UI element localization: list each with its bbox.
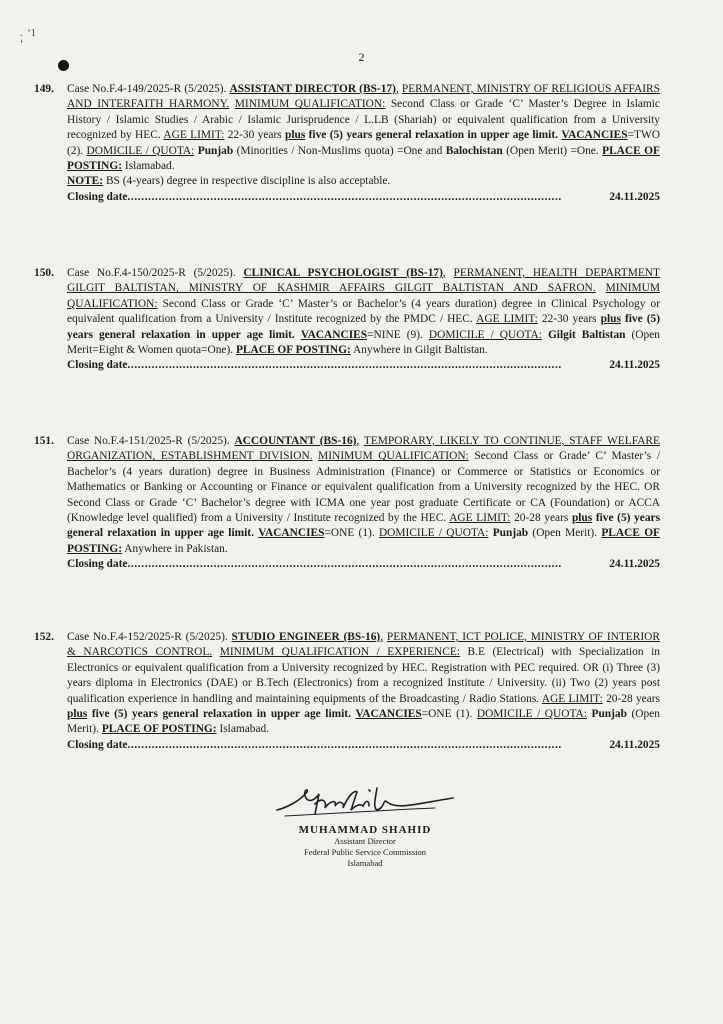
post-title: ASSISTANT DIRECTOR (BS-17) [229, 83, 396, 95]
age-limit-text: 22-30 years [227, 129, 282, 142]
domicile-label: DOMICILE / QUOTA: [86, 144, 195, 157]
corner-marks: . ‘1 ‘ [20, 28, 36, 50]
relaxation-text: five (5) years general relaxation in upper age limit. [308, 129, 558, 142]
entry-number: 150. [34, 267, 54, 279]
page-number: 2 [358, 50, 365, 64]
entry-number: 149. [34, 83, 54, 95]
entry-body: Case No.F.4-149/2025-R (5/2025). ASSISTANT DIRECTOR (BS-17), PERMANENT, MINISTRY OF RELIGIOUS AFFAIRS AND INTERFAITH HARMONY. MINIMUM QUALIFICATION: Second Class or Grade ‘C’ Master’s Degree in Islamic History / Islamic Studies / Arabic / Islamic Jurisprudence / L.LB (Shariah) or equivalent qualification from a University recognized by HEC. AGE LIMIT: 22-30 years plus five (5) years general relaxation in upper age limit. VACANCIES=TWO (2). DOMICILE / QUOTA: Punjab (Minorities / Non-Muslims quota) =One and Balochistan (Open Merit) =One. PLACE OF POSTING: Islamabad. NOTE: BS (4-years) degree in respective discipline is also acceptable. [67, 83, 660, 188]
relaxation-text: five (5) years general relaxation in upper age limit. [91, 708, 351, 721]
vacancies-text: =NINE (9). [367, 328, 423, 341]
plus-word: plus [285, 129, 306, 142]
qualification-label: MINIMUM QUALIFICATION / EXPERIENCE: [219, 646, 460, 659]
age-limit-text: 20-28 years [514, 512, 569, 525]
entry-number: 151. [34, 435, 54, 447]
organization: PERMANENT, MINISTRY OF RELIGIOUS AFFAIRS AND INTERFAITH HARMONY. [67, 83, 660, 111]
domicile-label: DOMICILE / QUOTA: [476, 708, 587, 721]
domicile-province: Punjab [591, 708, 627, 721]
domicile-detail: (Open Merit). [67, 708, 660, 736]
posting-text: Islamabad. [219, 723, 270, 736]
posting-text: Islamabad. [124, 160, 175, 173]
entry-body: Case No.F.4-151/2025-R (5/2025). ACCOUNTANT (BS-16), TEMPORARY, LIKELY TO CONTINUE, STAFF WELFARE ORGANIZATION, ESTABLISHMENT DIVISION. MINIMUM QUALIFICATION: Second Class or Grade’ C’ Master’s / Bachelor’s (4 years duration) degree in Business Administration (Finance) or Commerce or Statistics or Economics or Mathematics or Banking or Accounting or Finance or equivalent qualification from a University recognized by the HEC. OR Second Class or Grade ‘C’ Bachelor’s degree with ICMA one year post graduate Certificate or CA (Foundation) or ACCA (Knowledge level qualified) from a University / Institute recognized by the HEC. AGE LIMIT: 20-28 years plus five (5) years general relaxation in upper age limit. VACANCIES=ONE (1). DOMICILE / QUOTA: Punjab (Open Merit). PLACE OF POSTING: Anywhere in Pakistan. [67, 435, 661, 555]
age-limit-text: 22-30 years [541, 313, 597, 326]
posting-text: Anywhere in Pakistan. [124, 542, 228, 555]
closing-date-value: 24.11.2025 [605, 190, 660, 205]
post-title: ACCOUNTANT (BS-16) [234, 435, 357, 447]
age-limit-label: AGE LIMIT: [541, 692, 603, 705]
handwritten-signature [265, 780, 465, 822]
case-number: Case No.F.4-150/2025-R (5/2025). [67, 267, 236, 279]
relaxation-text: five (5) years general relaxation in upper age limit. [67, 313, 660, 341]
organization: PERMANENT, HEALTH DEPARTMENT GILGIT BALTISTAN, MINISTRY OF KASHMIR AFFAIRS GILGIT BALTISTAN AND SAFRON. [67, 267, 660, 295]
closing-date-label: Closing date [67, 558, 128, 571]
case-number: Case No.F.4-151/2025-R (5/2025). [67, 435, 230, 447]
domicile-province: Balochistan [445, 144, 503, 157]
domicile-label: DOMICILE / QUOTA: [378, 527, 489, 540]
posting-label: PLACE OF POSTING: [67, 144, 660, 173]
posting-label: PLACE OF POSTING: [101, 723, 217, 736]
posting-label: PLACE OF POSTING: [67, 527, 661, 555]
post-title: STUDIO ENGINEER (BS-16) [231, 631, 381, 643]
qualification-text: Second Class or Grade ‘C’ Master’s Degree in Islamic History / Islamic Studies / Arabic / Islamic Jurisprudence / L.LB (Shariah) or equivalent qualification from a University recognized by HEC. [67, 98, 660, 142]
advertisement-entry [34, 266, 660, 374]
organization: TEMPORARY, LIKELY TO CONTINUE, STAFF WELFARE ORGANIZATION, ESTABLISHMENT DIVISION. [67, 435, 660, 463]
vacancies-label: VACANCIES [561, 129, 628, 142]
domicile-province: Punjab [492, 527, 529, 540]
advertisement-entry [34, 630, 660, 753]
signatory-organization: Federal Public Service Commission [303, 847, 427, 857]
note-label: NOTE: [67, 175, 104, 188]
plus-word: plus [571, 512, 593, 525]
entry-body: Case No.F.4-150/2025-R (5/2025). CLINICAL PSYCHOLOGIST (BS-17), PERMANENT, HEALTH DEPARTMENT GILGIT BALTISTAN, MINISTRY OF KASHMIR AFFAIRS GILGIT BALTISTAN AND SAFRON. MINIMUM QUALIFICATION: Second Class or Grade ‘C’ Master’s or Bachelor’s (4 years duration) degree in Clinical Psychology or equivalent qualification from a University / Institute recognized by the PMDC / HEC. AGE LIMIT: 22-30 years plus five (5) years general relaxation in upper age limit. VACANCIES=NINE (9). DOMICILE / QUOTA: Gilgit Baltistan (Open Merit=Eight & Women quota=One). PLACE OF POSTING: Anywhere in Gilgit Baltistan. [67, 267, 660, 357]
closing-date-label: Closing date [67, 190, 128, 203]
closing-date-value: 24.11.2025 [605, 557, 660, 572]
relaxation-text: five (5) years general relaxation in upper age limit. [67, 512, 661, 540]
domicile-detail: (Open Merit) =One. [506, 144, 599, 157]
domicile-province: Gilgit Baltistan [547, 328, 626, 341]
qualification-text: Second Class or Grade’ C’ Master’s / Bachelor’s (4 years duration) degree in Business Administration (Finance) or Commerce or Statistics or Economics or Mathematics or Banking or Accounting or Finance or equivalent qualification from a University recognized by the HEC. OR Second Class or Grade ‘C’ Bachelor’s degree with ICMA one year post graduate Certificate or CA (Foundation) or ACCA (Knowledge level qualified) from a University / Institute recognized by the HEC. [67, 450, 660, 525]
domicile-detail: (Open Merit). [532, 527, 598, 540]
case-number: Case No.F.4-152/2025-R (5/2025). [67, 631, 228, 643]
domicile-detail: (Minorities / Non-Muslims quota) =One and [236, 144, 443, 157]
closing-date-value: 24.11.2025 [605, 738, 660, 753]
qualification-label: MINIMUM QUALIFICATION: [318, 450, 469, 463]
qualification-text: Second Class or Grade ‘C’ Master’s or Bachelor’s (4 years duration) degree in Clinical Psychology or equivalent qualification from a University / Institute recognized by the PMDC / HEC. [67, 297, 660, 326]
age-limit-label: AGE LIMIT: [163, 129, 225, 142]
advertisement-entry [34, 434, 660, 573]
closing-date-line: Closing date.............................................................................................................................. 24.11.2025 [67, 738, 660, 753]
vacancies-label: VACANCIES [355, 708, 422, 721]
advertisement-entry [34, 82, 660, 205]
closing-date-label: Closing date [67, 359, 128, 372]
post-title: CLINICAL PSYCHOLOGIST (BS-17) [243, 267, 443, 279]
vacancies-label: VACANCIES [300, 328, 368, 341]
vacancies-label: VACANCIES [258, 527, 325, 540]
organization: PERMANENT, ICT POLICE, MINISTRY OF INTERIOR & NARCOTICS CONTROL. [67, 631, 660, 659]
posting-text: Anywhere in Gilgit Baltistan. [352, 344, 488, 357]
vacancies-text: =ONE (1). [421, 708, 473, 721]
vacancies-text: =ONE (1). [324, 527, 375, 540]
age-limit-label: AGE LIMIT: [449, 512, 511, 525]
case-number: Case No.F.4-149/2025-R (5/2025). [67, 83, 227, 95]
signatory-title: Assistant Director [334, 836, 396, 846]
plus-word: plus [600, 313, 621, 326]
closing-date-line: Closing date.............................................................................................................................. 24.11.2025 [67, 358, 660, 373]
domicile-label: DOMICILE / QUOTA: [428, 328, 542, 341]
signatory-city: Islamabad [347, 858, 383, 868]
closing-date-value: 24.11.2025 [605, 358, 660, 373]
entry-body: Case No.F.4-152/2025-R (5/2025). STUDIO ENGINEER (BS-16), PERMANENT, ICT POLICE, MINISTRY OF INTERIOR & NARCOTICS CONTROL. MINIMUM QUALIFICATION / EXPERIENCE: B.E (Electrical) with Specialization in Electronics or equivalent qualification from a University recognized by HEC. Registration with PEC required. OR (i) Three (3) years diploma in Electronics (DAE) or B.Tech (Electronics) from a recognized Institute / University. (ii) Two (2) years post qualification experience in handling and maintaining equipments of the Broadcasting / Radio Stations. AGE LIMIT: 20-28 years plus five (5) years general relaxation in upper age limit. VACANCIES=ONE (1). DOMICILE / QUOTA: Punjab (Open Merit). PLACE OF POSTING: Islamabad. [67, 631, 660, 736]
note-text: BS (4-years) degree in respective discipline is also acceptable. [105, 175, 391, 188]
age-limit-label: AGE LIMIT: [476, 313, 538, 326]
qualification-label: MINIMUM QUALIFICATION: [234, 98, 386, 111]
signatory-name: MUHAMMAD SHAHID [298, 824, 432, 836]
closing-date-line: Closing date.............................................................................................................................. 24.11.2025 [67, 190, 660, 205]
signature-block [250, 780, 480, 869]
closing-date-line: Closing date.............................................................................................................................. 24.11.2025 [67, 557, 660, 572]
plus-word: plus [67, 708, 88, 721]
vacancies-text: =TWO (2). [67, 129, 660, 157]
closing-date-label: Closing date [67, 738, 128, 751]
entry-number: 152. [34, 631, 54, 643]
posting-label: PLACE OF POSTING: [235, 344, 351, 357]
domicile-detail: (Open Merit=Eight & Women quota=One). [67, 328, 660, 357]
age-limit-text: 20-28 years [606, 692, 660, 705]
domicile-province: Punjab [197, 144, 234, 157]
qualification-text: B.E (Electrical) with Specialization in Electronics or equivalent qualification from a University recognized by HEC. Registration with PEC required. OR (i) Three (3) years diploma in Electronics (DAE) or B.Tech (Electronics) from a recognized Institute / University. (ii) Two (2) years post qualification experience in handling and maintaining equipments of the Broadcasting / Radio Stations. [67, 646, 660, 705]
qualification-label: MINIMUM QUALIFICATION: [67, 282, 660, 310]
